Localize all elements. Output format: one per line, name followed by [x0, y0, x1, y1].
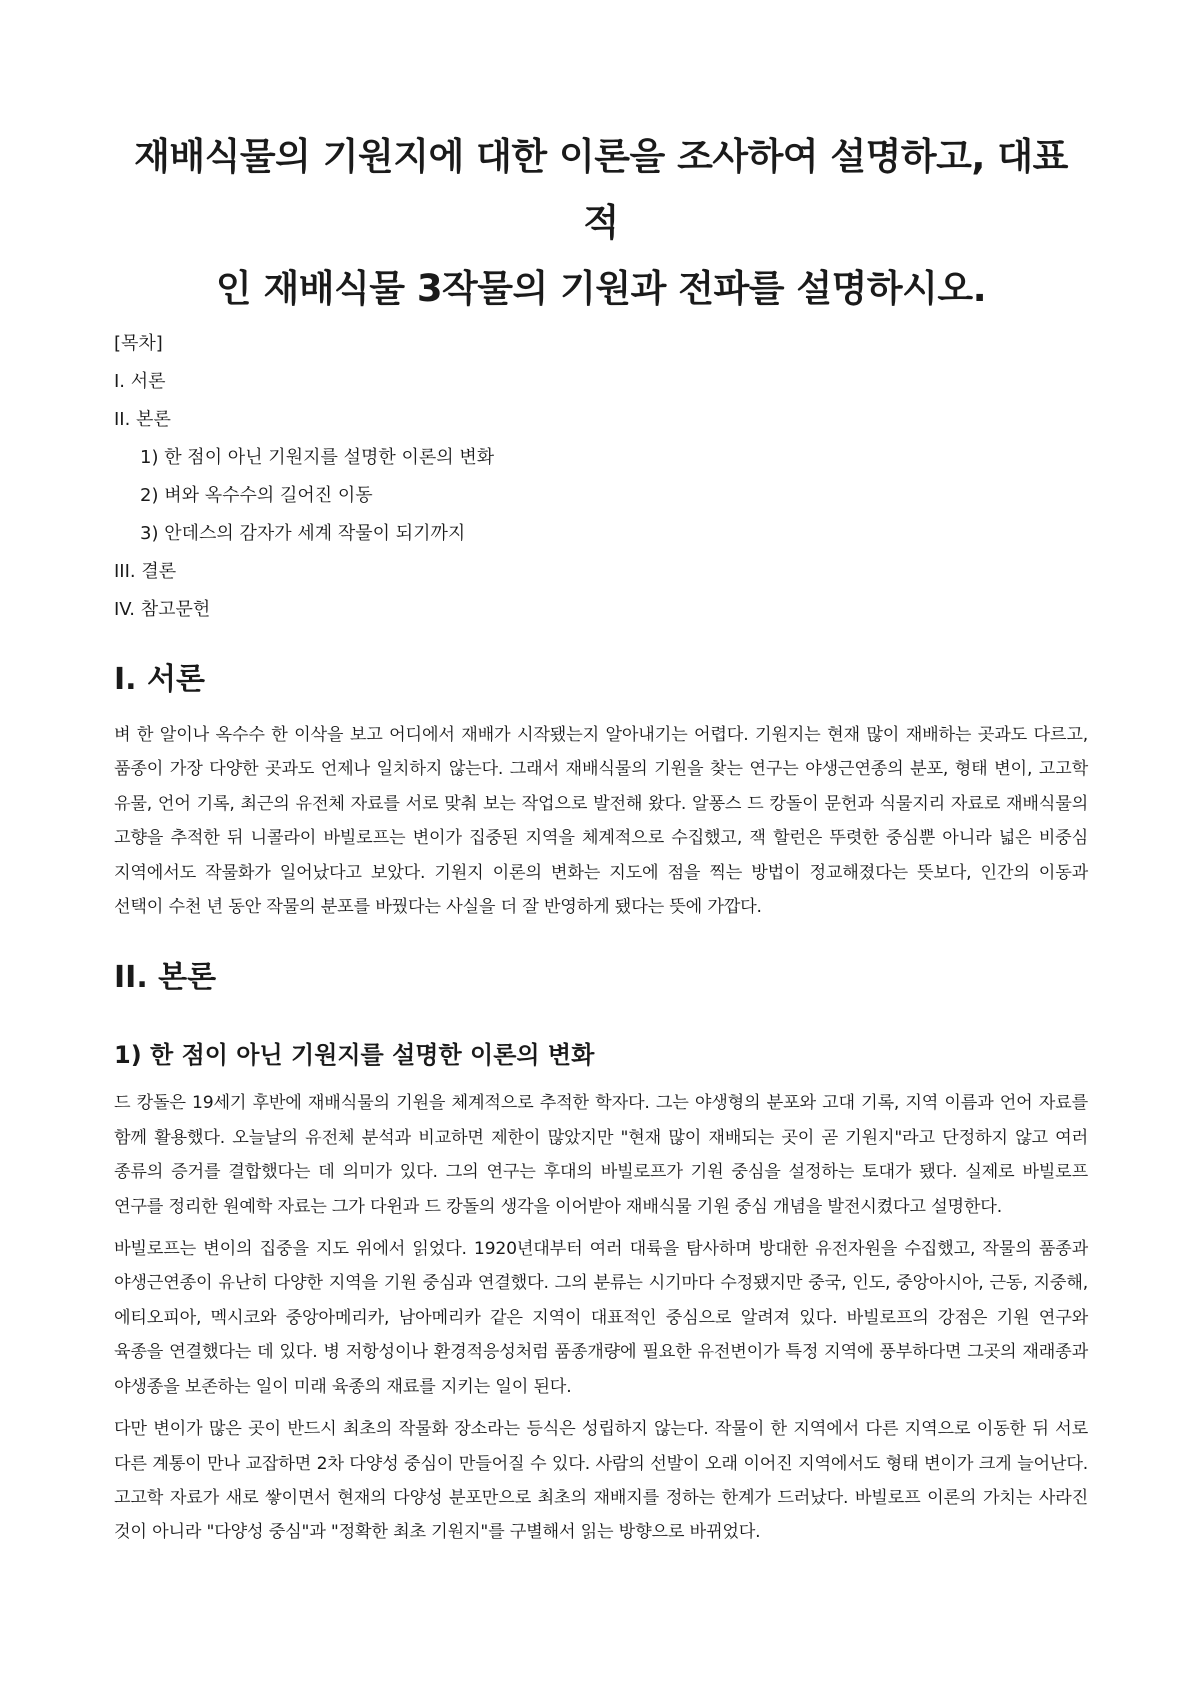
- toc-label: [목차]: [114, 333, 163, 354]
- title-line-2: 인 재배식물 3작물의 기원과 전파를 설명하시오.: [215, 267, 987, 310]
- toc-item-body-3: 3) 안데스의 감자가 세계 작물이 되기까지: [140, 523, 466, 544]
- toc-item-conclusion: III. 결론: [114, 561, 177, 582]
- body-sub1-paragraph-3: 다만 변이가 많은 곳이 반드시 최초의 작물화 장소라는 등식은 성립하지 않는다. 작물이 한 지역에서 다른 지역으로 이동한 뒤 서로 다른 계통이 만나 교잡하면 2차 다양성 중심이 만들어질 수 있다. 사람의 선발이 오래 이어진 지역에서도 형태 변이가 크게 늘어난다. 고고학 자료가 새로 쌓이면서 현재의 다양성 분포만으로 최초의 재배지를 정하는 한계가 드러났다. 바빌로프 이론의 가치는 사라진 것이 아니라 "다양성 중심"과 "정확한 최초 기원지"를 구별해서 읽는 방향으로 바뀌었다.: [114, 1419, 1088, 1543]
- title-line-1: 재배식물의 기원지에 대한 이론을 조사하여 설명하고, 대표적: [134, 135, 1068, 244]
- toc-item-body: II. 본론: [114, 409, 171, 430]
- body-sub1-paragraph-2: 바빌로프는 변이의 집중을 지도 위에서 읽었다. 1920년대부터 여러 대륙을 탐사하며 방대한 유전자원을 수집했고, 작물의 품종과 야생근연종이 유난히 다양한 지역을 기원 중심과 연결했다. 그의 분류는 시기마다 수정됐지만 중국, 인도, 중앙아시아, 근동, 지중해, 에티오피아, 멕시코와 중앙아메리카, 남아메리카 같은 지역이 대표적인 중심으로 알려져 있다. 바빌로프의 강점은 기원 연구와 육종을 연결했다는 데 있다. 병 저항성이나 환경적응성처럼 품종개량에 필요한 유전변이가 특정 지역에 풍부하다면 그곳의 재래종과 야생종을 보존하는 일이 미래 육종의 재료를 지키는 일이 된다.: [114, 1239, 1088, 1397]
- body-sub1-heading: 1) 한 점이 아닌 기원지를 설명한 이론의 변화: [114, 1041, 595, 1070]
- toc-item-body-2: 2) 벼와 옥수수의 길어진 이동: [140, 485, 373, 506]
- table-of-contents: [114, 332, 1088, 622]
- intro-heading: I. 서론: [114, 662, 205, 697]
- toc-item-intro: I. 서론: [114, 371, 166, 392]
- document-title: [124, 124, 1078, 322]
- intro-paragraph: 벼 한 알이나 옥수수 한 이삭을 보고 어디에서 재배가 시작됐는지 알아내기는 어렵다. 기원지는 현재 많이 재배하는 곳과도 다르고, 품종이 가장 다양한 곳과도 언제나 일치하지 않는다. 그래서 재배식물의 기원을 찾는 연구는 야생근연종의 분포, 형태 변이, 고고학 유물, 언어 기록, 최근의 유전체 자료를 서로 맞춰 보는 작업으로 발전해 왔다. 알퐁스 드 캉돌이 문헌과 식물지리 자료로 재배식물의 고향을 추적한 뒤 니콜라이 바빌로프는 변이가 집중된 지역을 체계적으로 수집했고, 잭 할런은 뚜렷한 중심뿐 아니라 넓은 비중심 지역에서도 작물화가 일어났다고 보았다. 기원지 이론의 변화는 지도에 점을 찍는 방법이 정교해졌다는 뜻보다, 인간의 이동과 선택이 수천 년 동안 작물의 분포를 바꿨다는 사실을 더 잘 반영하게 됐다는 뜻에 가깝다.: [114, 725, 1088, 918]
- body-sub1-paragraph-1: 드 캉돌은 19세기 후반에 재배식물의 기원을 체계적으로 추적한 학자다. 그는 야생형의 분포와 고대 기록, 지역 이름과 언어 자료를 함께 활용했다. 오늘날의 유전체 분석과 비교하면 제한이 많았지만 "현재 많이 재배되는 곳이 곧 기원지"라고 단정하지 않고 여러 종류의 증거를 결합했다는 데 의미가 있다. 그의 연구는 후대의 바빌로프가 기원 중심을 설정하는 토대가 됐다. 실제로 바빌로프 연구를 정리한 원예학 자료는 그가 다윈과 드 캉돌의 생각을 이어받아 재배식물 기원 중심 개념을 발전시켰다고 설명한다.: [114, 1093, 1088, 1217]
- toc-item-references: IV. 참고문헌: [114, 599, 211, 620]
- toc-item-body-1: 1) 한 점이 아닌 기원지를 설명한 이론의 변화: [140, 447, 495, 468]
- body-heading: II. 본론: [114, 960, 217, 996]
